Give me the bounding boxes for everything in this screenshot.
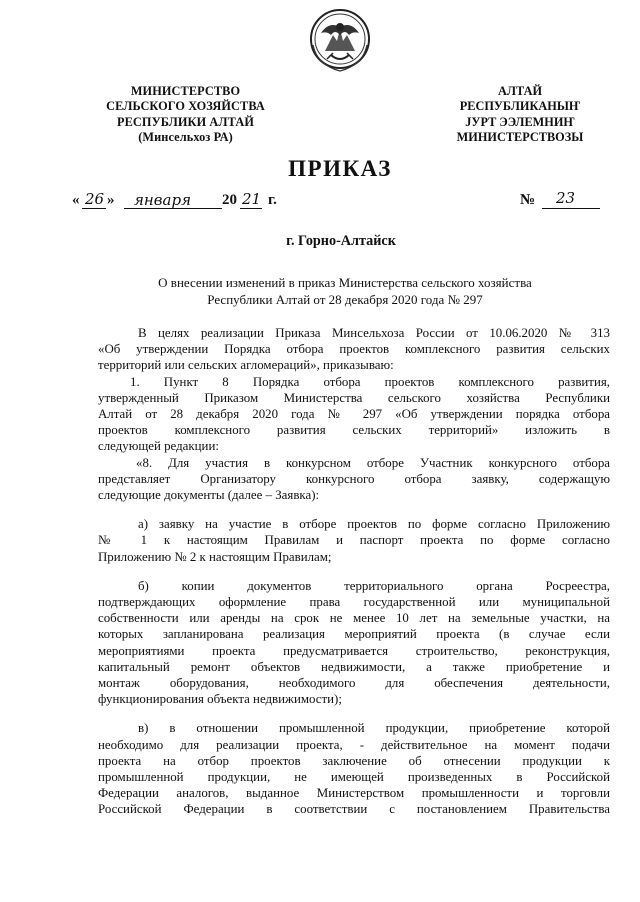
text-line: Алтай от 28 декабря 2020 года № 297 «Об утверждении порядка отбора [98,407,610,422]
text-line: № 1 к настоящим Правилам и паспорт проекта по форме согласно [98,533,610,548]
text-line: собственности или аренды на срок не менее 10 лет на земельные участки, на [98,611,610,626]
text-line: Российской Федерации в соответствии с постановлением Правительства [98,802,610,817]
coat-of-arms-emblem [309,5,371,75]
date-number-line [72,189,606,218]
text-line: подтверждающих оформление права государственной или муниципальной [98,595,610,610]
year-underline [240,208,262,209]
header-left-line: СЕЛЬСКОГО ХОЗЯЙСТВА [106,99,265,114]
ministry-header-russian [78,84,293,146]
header-left-line: МИНИСТЕРСТВО [130,84,241,98]
text-line: «8. Для участия в конкурсном отборе Участник конкурсного отбора [136,455,610,470]
text-line: «Об утверждении Порядка отбора проектов комплексного развития сельских [98,342,610,357]
day-underline [82,208,106,209]
number-label: № [520,192,536,208]
paragraph-item-8 [98,455,610,504]
quote-close: » [107,192,115,208]
text-line: Приложению № 2 к настоящим Правилам; [98,549,332,564]
subject-line: О внесении изменений в приказ Министерства сельского хозяйства [158,275,532,290]
date-day: 26 [85,190,105,208]
date-month: января [134,191,192,209]
subject-line: Республики Алтай от 28 декабря 2020 года № 297 [207,291,483,307]
text-line: мероприятиями проекта предусматривается строительство, реконструкция, [98,643,610,658]
text-line: следующие документы (далее – Заявка): [98,488,320,503]
text-line: монтаж оборудования, необходимого для обеспечения деятельности, [98,676,610,691]
header-left-line: (Минсельхоз РА) [138,130,233,145]
text-line: территорий или сельских агломераций», приказываю: [98,358,394,373]
paragraph-item-1 [98,374,610,455]
year-unit: г. [268,192,277,208]
year-suffix: 21 [242,190,262,208]
order-title: ПРИКАЗ [288,156,392,181]
paragraph-subitem-v [98,720,610,817]
header-left-line: РЕСПУБЛИКИ АЛТАЙ [117,114,254,129]
ministry-header-altai [432,84,608,146]
text-line: 1. Пункт 8 Порядка отбора проектов комплексного развития, [130,374,610,389]
year-prefix: 20 [222,192,237,208]
header-right-line: МИНИСТЕРСТВОЗЫ [456,130,584,145]
header-right-line: АЛТАЙ [497,84,543,98]
text-line: капитальный ремонт объектов недвижимости, а также приобретение и [98,659,610,674]
month-underline [124,208,222,209]
text-line: промышленной продукции, не имеющей произведенных в Российской [98,770,610,785]
text-line: функционирования объекта недвижимости); [98,692,342,707]
text-line: б) копии документов территориального органа Росреестра, [138,578,610,593]
paragraph-preamble [98,325,610,374]
city-line: г. Горно-Алтайск [286,233,396,249]
text-line: проекта на отбор проектов заключение об отнесении продукции к [98,753,610,768]
number-underline [542,208,600,209]
text-line: Федерации аналогов, выданное Министерством промышленности и торговли [98,786,610,801]
text-line: необходимо для реализации проекта, - действительное на момент подачи [98,737,610,752]
text-line: представляет Организатору конкурсного отбора заявку, содержащую [98,471,610,486]
paragraph-subitem-a [98,516,610,565]
header-right-line: ЈУРТ ЭЭЛЕМНИҤ [465,114,575,129]
text-line: проектов комплексного развития сельских территорий» изложить в [98,423,610,438]
text-line: следующей редакции: [98,439,219,454]
text-line: утвержденный Приказом Министерства сельского хозяйства Республики [98,390,610,405]
order-body [98,325,610,818]
quote-open: « [72,192,80,208]
text-line: а) заявку на участие в отборе проектов по форме согласно Приложению [138,517,610,532]
paragraph-subitem-b [98,578,610,708]
order-number: 23 [556,189,576,207]
order-subject [108,275,582,308]
text-line: В целях реализации Приказа Минсельхоза России от 10.06.2020 № 313 [138,326,610,340]
header-right-line: РЕСПУБЛИКАНЫҤ [459,99,581,114]
text-line: в) в отношении промышленной продукции, приобретение которой [138,721,610,736]
text-line: которых запланирована реализация мероприятий проекта (в случае если [98,627,610,642]
